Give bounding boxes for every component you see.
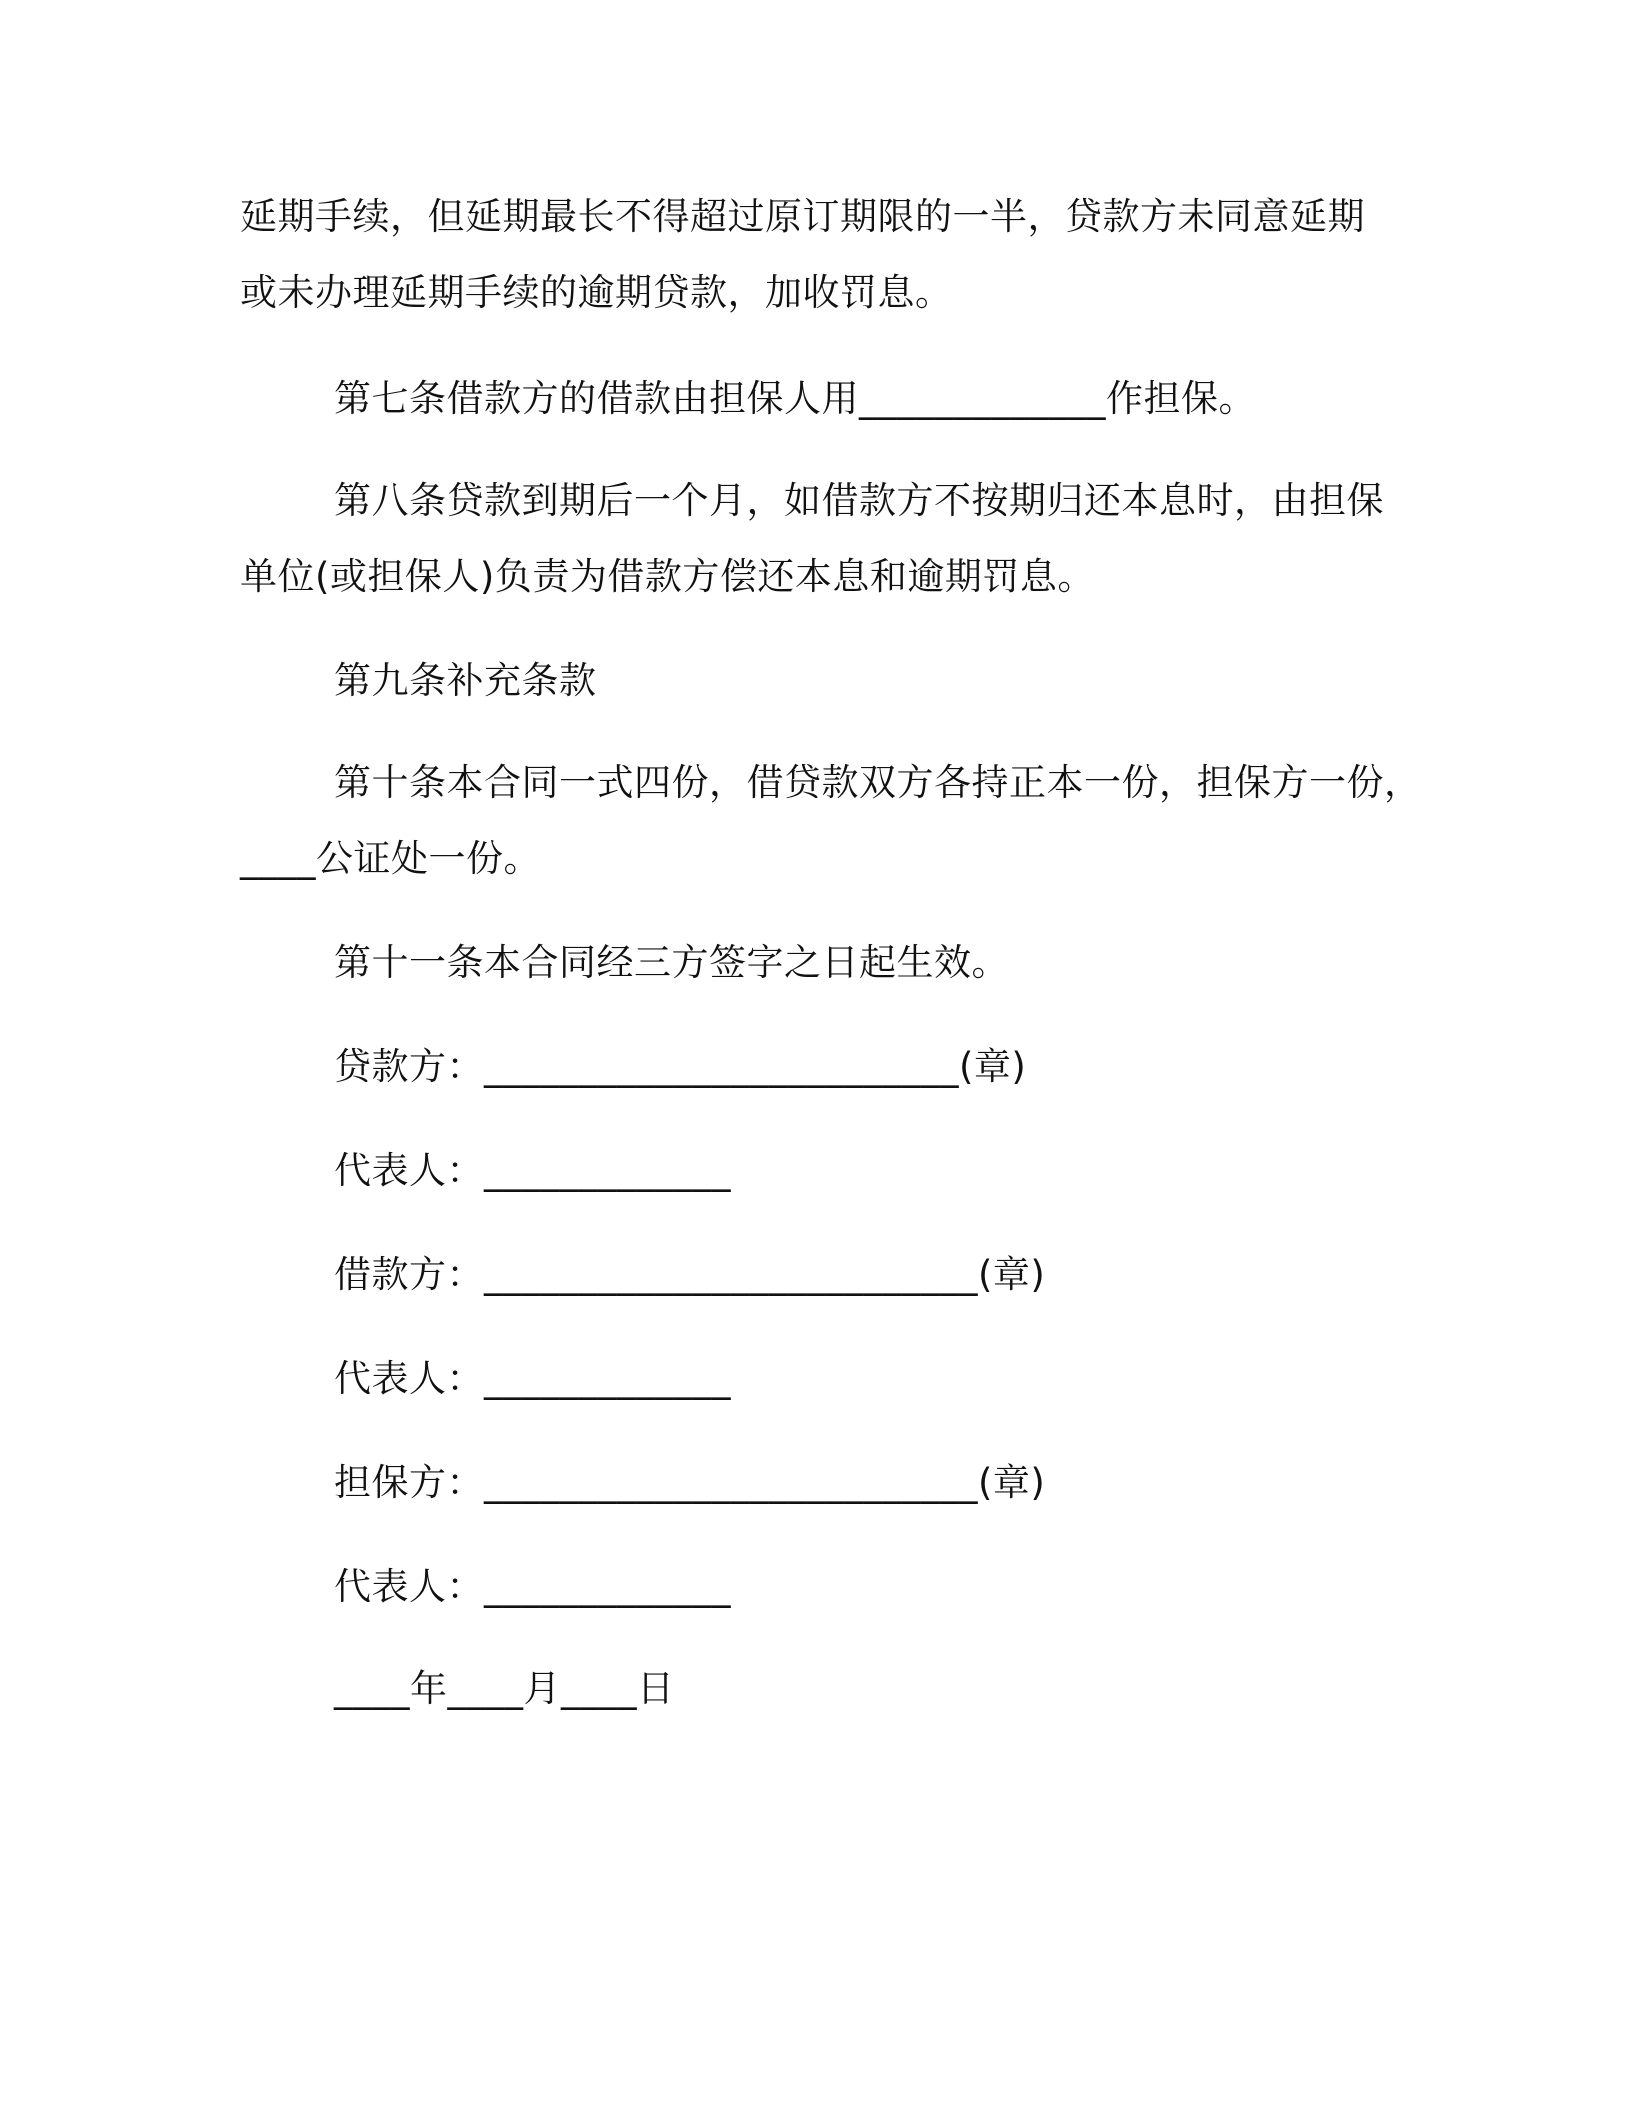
lender-signature-line: 贷款方：_________________________(章)	[334, 1045, 1027, 1088]
article-11: 第十一条本合同经三方签字之日起生效。	[334, 941, 1009, 984]
borrower-representative-line: 代表人：_____________	[334, 1357, 731, 1400]
lender-representative-line: 代表人：_____________	[334, 1149, 731, 1192]
paragraph-line-2: 或未办理延期手续的逾期贷款，加收罚息。	[240, 271, 953, 314]
article-8-line-2: 单位(或担保人)负责为借款方偿还本息和逾期罚息。	[240, 555, 1095, 598]
article-8-line-1: 第八条贷款到期后一个月，如借款方不按期归还本息时，由担保	[334, 479, 1384, 522]
paragraph-line-1: 延期手续，但延期最长不得超过原订期限的一半，贷款方未同意延期	[240, 195, 1365, 238]
article-7: 第七条借款方的借款由担保人用_____________作担保。	[334, 377, 1256, 420]
guarantor-signature-line: 担保方：__________________________(章)	[334, 1461, 1046, 1504]
date-line: ____年____月____日	[334, 1667, 675, 1710]
article-9: 第九条补充条款	[334, 659, 597, 702]
article-10-line-2: ____公证处一份。	[240, 837, 541, 880]
borrower-signature-line: 借款方：__________________________(章)	[334, 1253, 1046, 1296]
article-10-line-1: 第十条本合同一式四份，借贷款双方各持正本一份，担保方一份，	[334, 761, 1422, 804]
guarantor-representative-line: 代表人：_____________	[334, 1565, 731, 1608]
